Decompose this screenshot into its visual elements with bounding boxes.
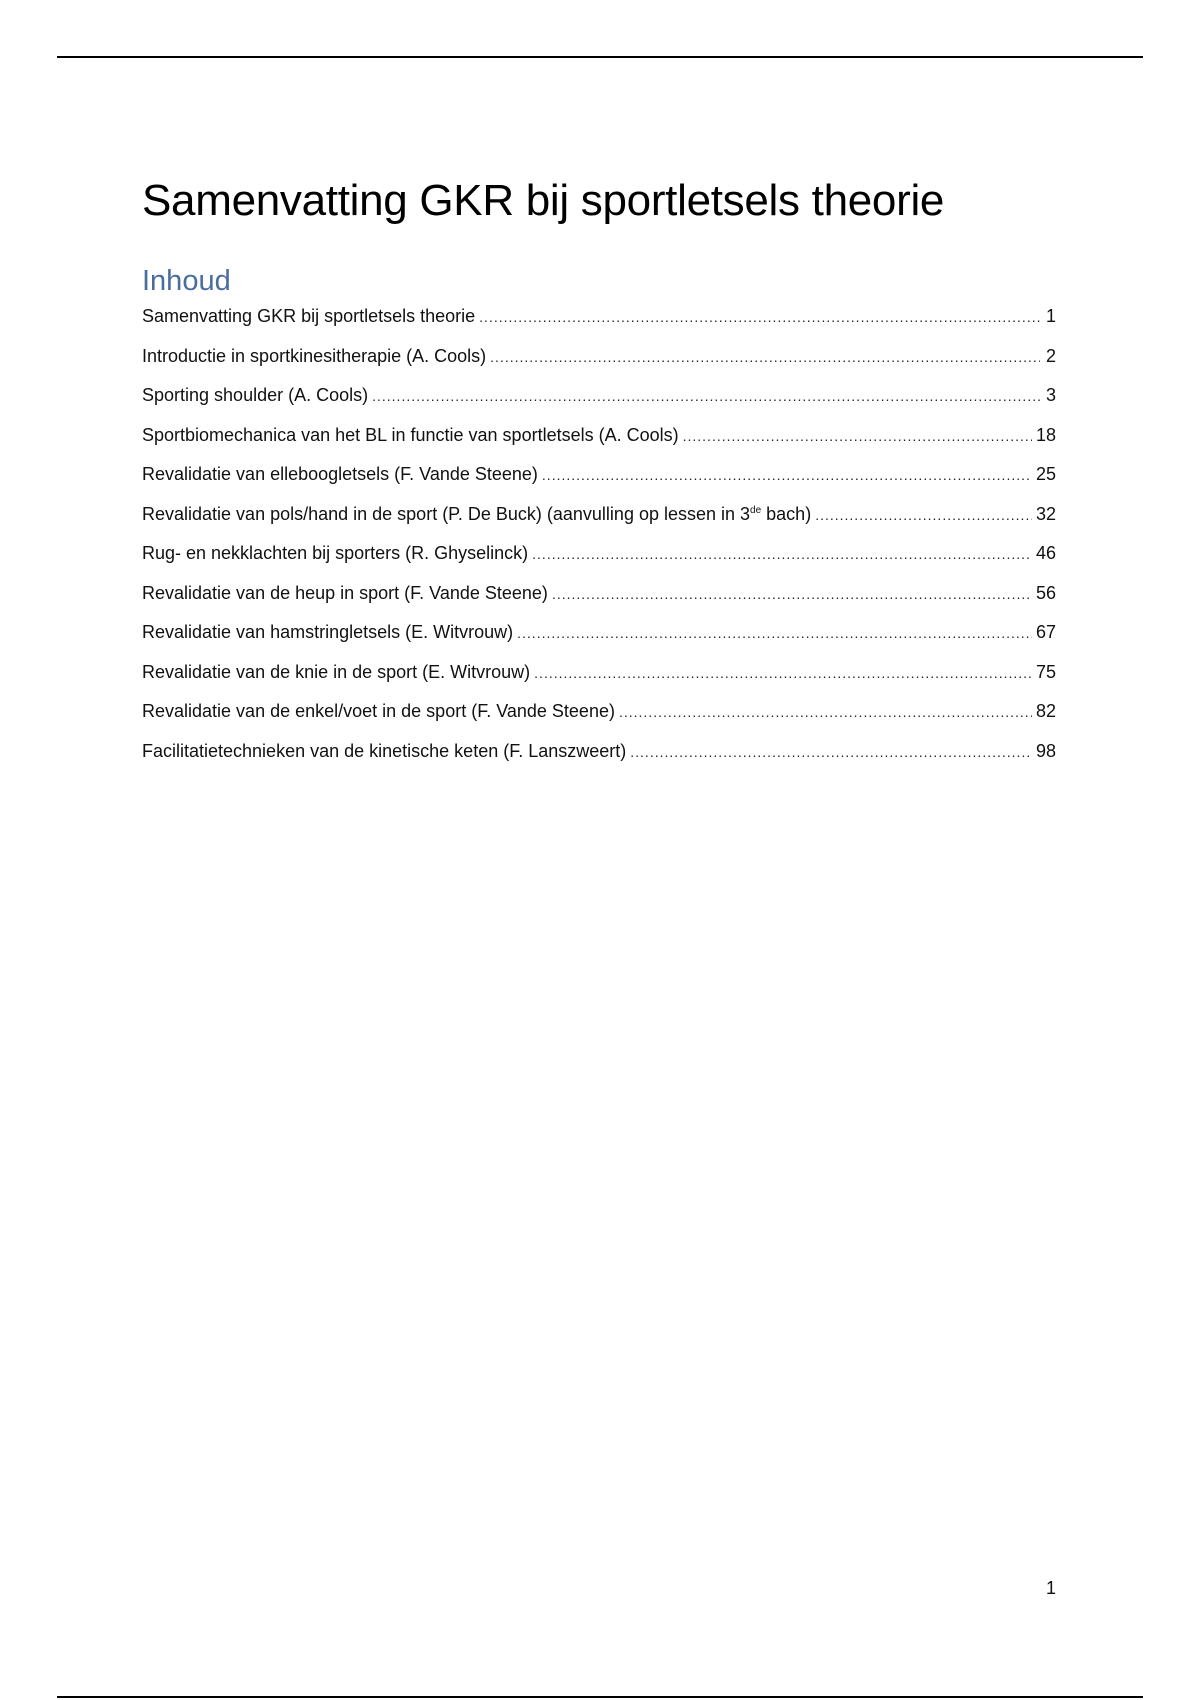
toc-entry[interactable]	[142, 461, 1056, 501]
toc-entry-title: Revalidatie van hamstringletsels (E. Witvrouw)	[142, 622, 514, 642]
dot-leader	[490, 344, 1040, 370]
toc-entry-page: 46	[1035, 543, 1056, 563]
toc-entry[interactable]	[142, 303, 1056, 343]
toc-entry-page: 98	[1035, 740, 1056, 761]
toc-entry-page: 2	[1045, 345, 1056, 366]
dot-leader	[815, 502, 1032, 528]
toc-entry[interactable]	[142, 343, 1056, 383]
dot-leader	[479, 304, 1040, 330]
dot-leader	[630, 739, 1032, 765]
toc-entry[interactable]	[142, 738, 1056, 778]
superscript-suffix: de	[750, 504, 762, 516]
toc-entry-title-part: bach)	[761, 503, 812, 524]
toc-entry-title: Revalidatie van elleboogletsels (F. Vande Steene)	[142, 464, 538, 484]
toc-entry-title: Revalidatie van de enkel/voet in de sport (F. Vande Steene)	[142, 701, 615, 721]
toc-entry[interactable]	[142, 382, 1056, 422]
dot-leader	[683, 423, 1032, 449]
toc-entry[interactable]	[142, 659, 1056, 699]
toc-entry-page: 75	[1035, 661, 1056, 682]
toc-entry[interactable]	[142, 698, 1056, 738]
dot-leader	[517, 620, 1032, 646]
toc-heading: Inhoud	[142, 265, 231, 297]
toc-entry-page: 32	[1035, 503, 1056, 524]
toc-entry-page: 67	[1035, 622, 1056, 642]
toc-entry[interactable]	[142, 540, 1056, 580]
toc-entry-page: 3	[1045, 385, 1056, 405]
toc-entry-title: Samenvatting GKR bij sportletsels theorie	[142, 306, 476, 326]
dot-leader	[534, 660, 1032, 686]
toc-entry-title: Facilitatietechnieken van de kinetische keten (F. Lanszweert)	[142, 740, 627, 761]
toc-entry-title-part: Revalidatie van pols/hand in de sport (P. De Buck) (aanvulling op lessen in 3	[142, 503, 751, 524]
toc-entry-title: Sporting shoulder (A. Cools)	[142, 385, 369, 405]
toc-entry-page: 18	[1035, 424, 1056, 445]
toc-entry[interactable]	[142, 580, 1056, 620]
dot-leader	[552, 581, 1032, 607]
table-of-contents	[142, 303, 1056, 777]
dot-leader	[619, 699, 1032, 725]
dot-leader	[532, 541, 1032, 567]
toc-entry-title: Sportbiomechanica van het BL in functie van sportletsels (A. Cools)	[142, 424, 679, 445]
dot-leader	[372, 383, 1040, 409]
toc-entry[interactable]	[142, 619, 1056, 659]
dot-leader	[542, 462, 1032, 488]
page-number: 1	[1045, 1578, 1056, 1598]
toc-entry[interactable]	[142, 501, 1056, 541]
toc-entry-title: Revalidatie van de heup in sport (F. Vande Steene)	[142, 582, 548, 603]
toc-entry-page: 25	[1035, 464, 1056, 484]
toc-entry-page: 56	[1035, 582, 1056, 603]
toc-entry-title: Rug- en nekklachten bij sporters (R. Ghyselinck)	[142, 543, 529, 563]
footer-rule	[57, 1696, 1143, 1698]
header-rule	[57, 56, 1143, 58]
toc-entry-page: 82	[1035, 701, 1056, 721]
document-title: Samenvatting GKR bij sportletsels theorie	[142, 176, 945, 225]
toc-entry-title	[142, 501, 811, 527]
toc-entry[interactable]	[142, 422, 1056, 462]
toc-entry-title: Introductie in sportkinesitherapie (A. Cools)	[142, 345, 487, 366]
toc-entry-title: Revalidatie van de knie in de sport (E. Witvrouw)	[142, 661, 531, 682]
toc-entry-page: 1	[1045, 306, 1056, 326]
